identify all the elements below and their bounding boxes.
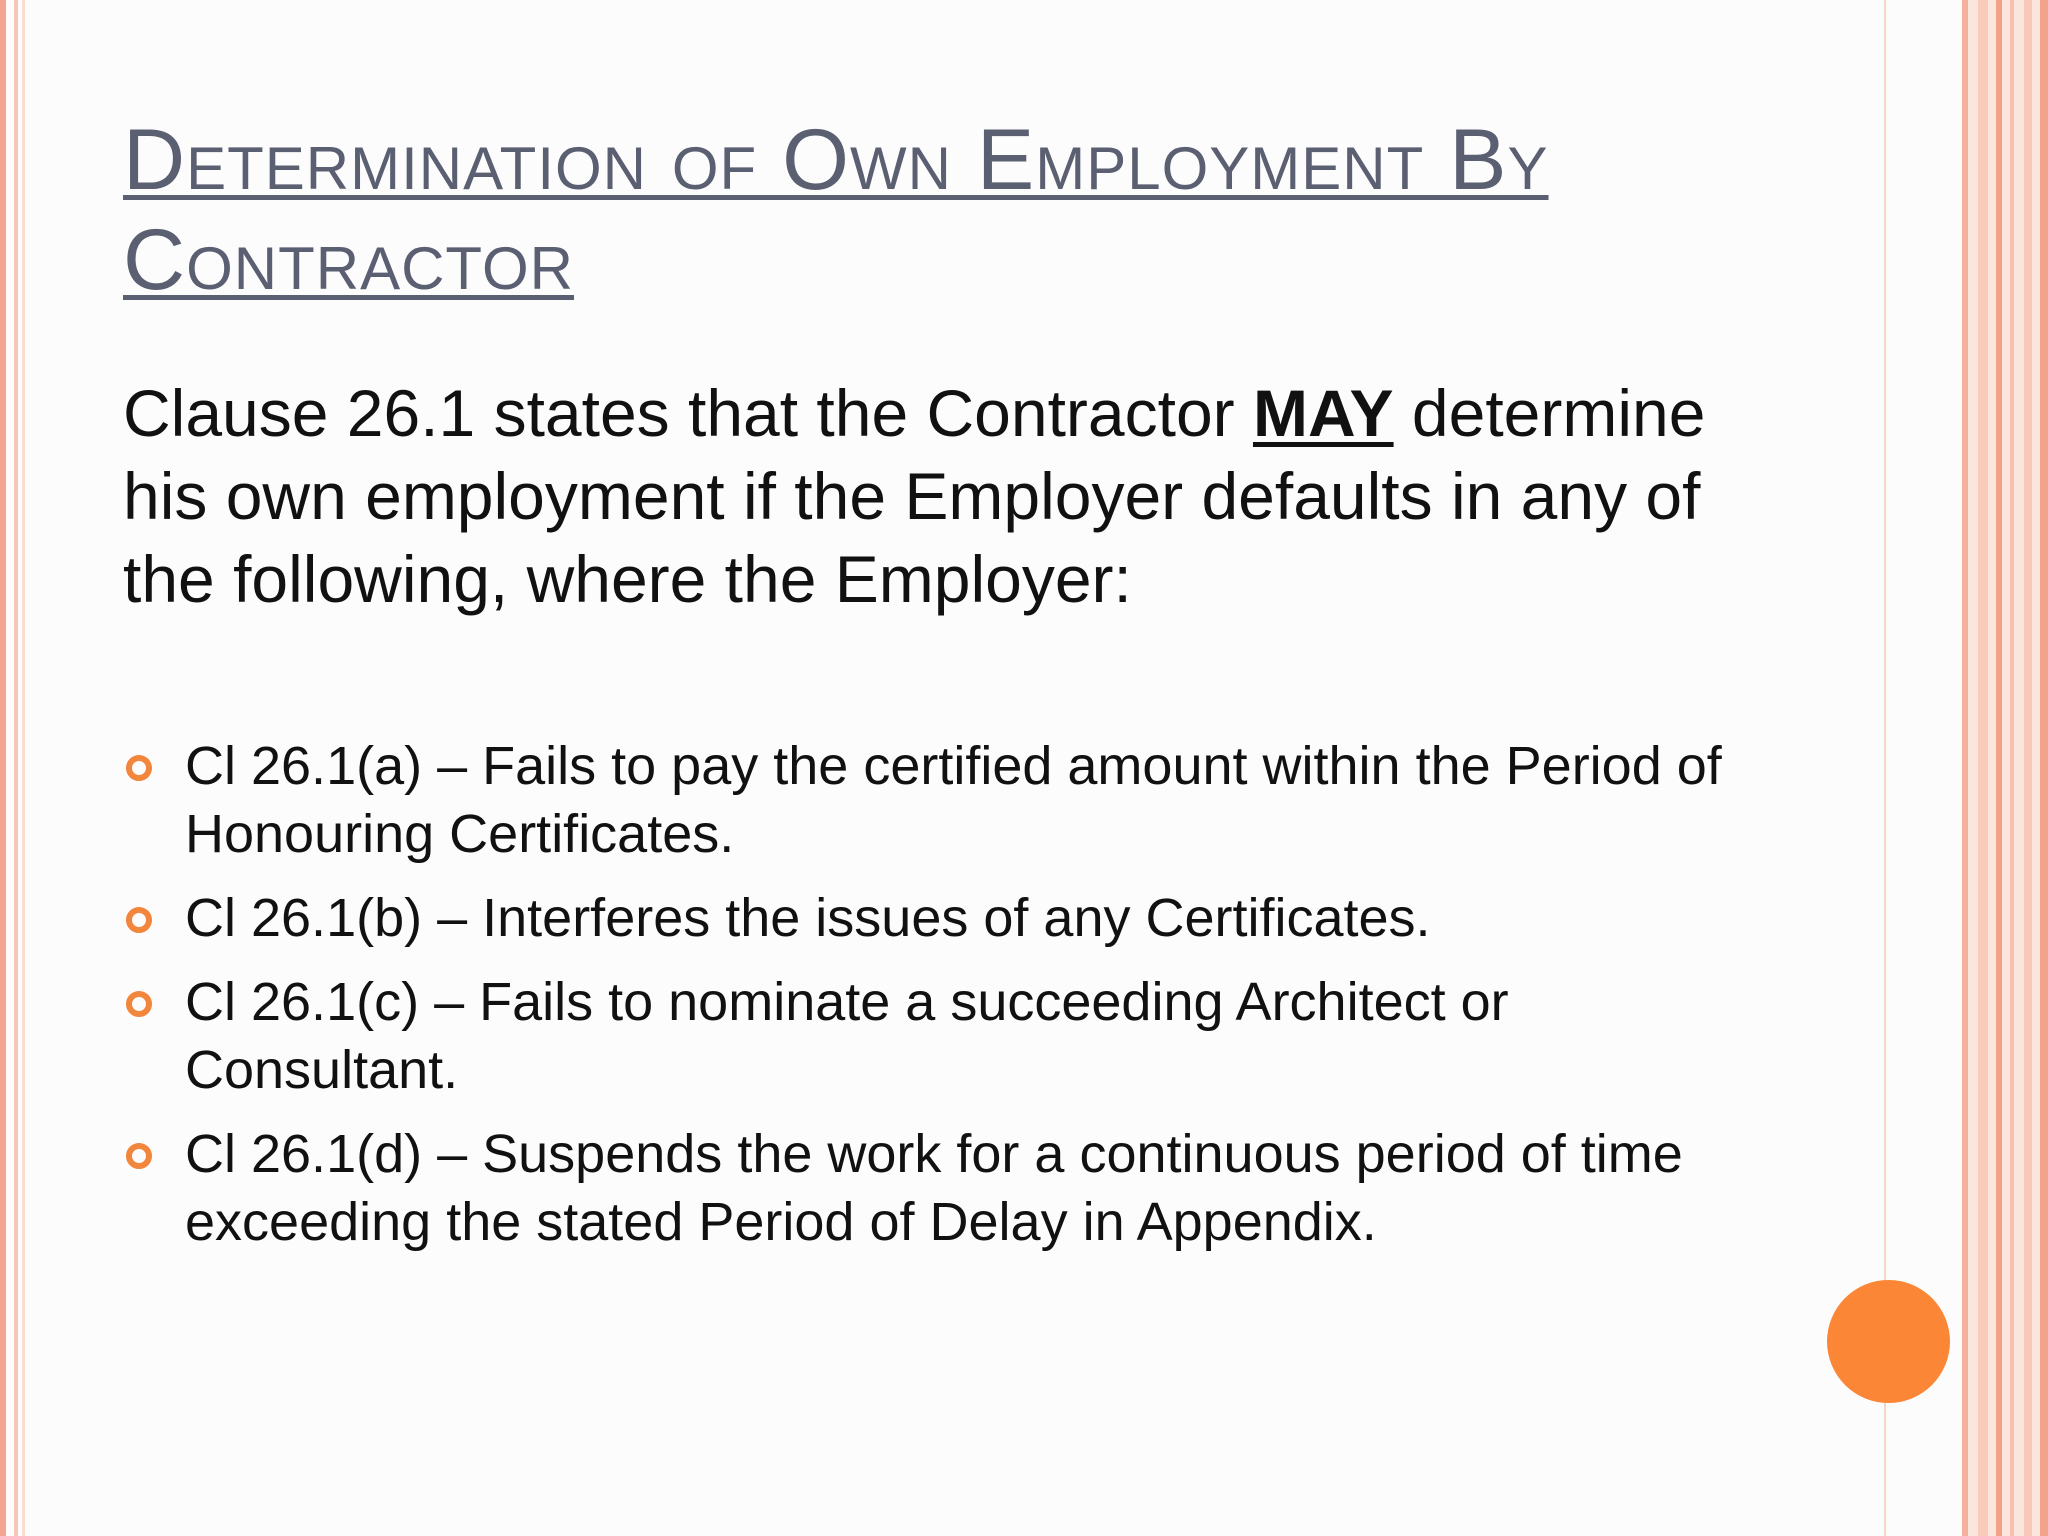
right-border-stripe bbox=[2040, 0, 2048, 1536]
bullet-item-a bbox=[123, 732, 1763, 868]
orange-circle-decoration bbox=[1827, 1280, 1950, 1403]
intro-paragraph bbox=[123, 372, 1763, 621]
left-border-stripe bbox=[22, 0, 25, 1536]
bullet-text: Cl 26.1(a) – Fails to pay the certified amount within the Period of Honouring Certificates. bbox=[185, 736, 1722, 864]
right-border-stripe bbox=[1978, 0, 1988, 1536]
right-border-stripe bbox=[1996, 0, 2002, 1536]
hollow-circle-bullet-icon bbox=[126, 755, 152, 781]
intro-text-before: Clause 26.1 states that the Contractor bbox=[123, 376, 1253, 450]
slide-title-line-1: Determination of Own Employment By bbox=[123, 112, 1549, 208]
bullet-text: Cl 26.1(c) – Fails to nominate a succeeding Architect or Consultant. bbox=[185, 972, 1509, 1100]
hollow-circle-bullet-icon bbox=[126, 1143, 152, 1169]
bullet-item-c bbox=[123, 968, 1763, 1104]
bullet-item-d bbox=[123, 1120, 1763, 1256]
hollow-circle-bullet-icon bbox=[126, 991, 152, 1017]
left-border-stripe bbox=[0, 0, 6, 1536]
bullet-text: Cl 26.1(d) – Suspends the work for a continuous period of time exceeding the stated Period of Delay in Appendix. bbox=[185, 1124, 1683, 1252]
right-border-stripe bbox=[2010, 0, 2014, 1536]
hollow-circle-bullet-icon bbox=[126, 907, 152, 933]
right-border-stripe bbox=[2024, 0, 2032, 1536]
slide-title-line-2: Contractor bbox=[123, 212, 575, 308]
bullet-list bbox=[123, 732, 1763, 1272]
right-border-stripe bbox=[1962, 0, 1968, 1536]
intro-emphasis: MAY bbox=[1252, 376, 1394, 450]
slide-title bbox=[123, 110, 1743, 310]
bullet-text: Cl 26.1(b) – Interferes the issues of any Certificates. bbox=[185, 888, 1431, 948]
left-border-stripe bbox=[14, 0, 18, 1536]
bullet-item-b bbox=[123, 884, 1763, 952]
intro-text-after: determine his own employment if the Employer defaults in any of the following, where the Employer: bbox=[123, 376, 1706, 616]
